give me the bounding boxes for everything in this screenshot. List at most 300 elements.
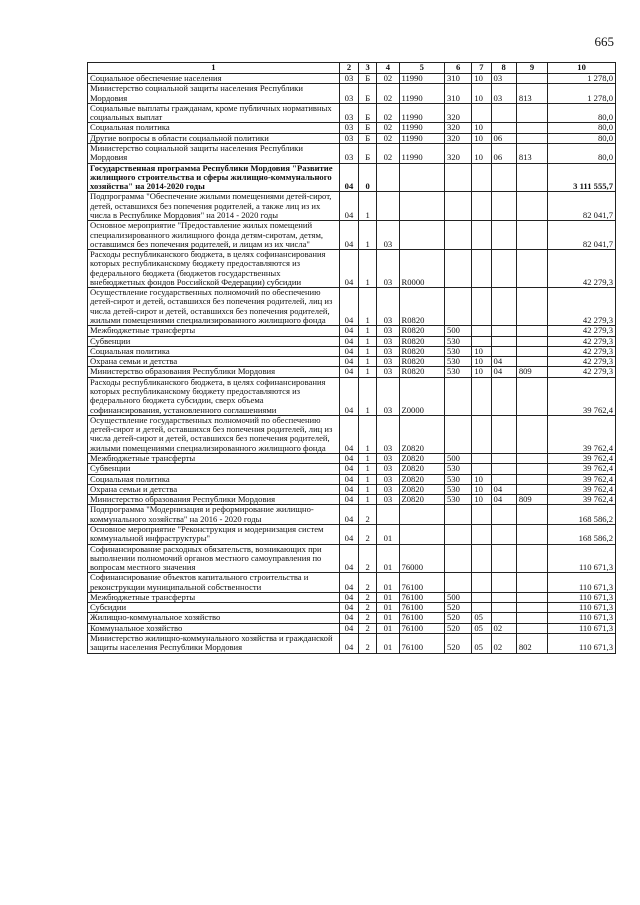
amount: 42 279,3 <box>548 346 616 356</box>
code-program: 03 <box>339 123 358 133</box>
code-direction: R0820 <box>399 336 445 346</box>
table-row <box>88 336 616 346</box>
amount: 110 671,3 <box>548 544 616 573</box>
row-name: Расходы республиканского бюджета, в целях софинансирования которых республиканскому бюджету предоставляются из федерального бюджета субсидии, сверх объема софинансирования, установленного соглашениями <box>88 377 340 415</box>
code-direction: 76100 <box>399 573 445 593</box>
code-ministry <box>516 163 547 192</box>
table-row <box>88 464 616 474</box>
row-name: Осуществление государственных полномочий по обеспечению детей-сирот и детей, оставшихся без попечения родителей, лиц из числа детей-сирот и детей, оставшихся без попечения родителей, жилыми помещениями специализированного жилищного фонда <box>88 288 340 326</box>
code-measure: 01 <box>377 603 399 613</box>
code-subprogram: 1 <box>359 367 377 377</box>
code-direction: Z0820 <box>399 495 445 505</box>
code-section <box>472 163 491 192</box>
code-expense-type <box>445 250 472 288</box>
code-measure: 03 <box>377 453 399 463</box>
code-direction: 76100 <box>399 592 445 602</box>
code-expense-type <box>445 415 472 453</box>
code-subprogram: 1 <box>359 192 377 221</box>
code-subsection <box>491 288 516 326</box>
code-expense-type <box>445 377 472 415</box>
code-subsection: 04 <box>491 367 516 377</box>
code-ministry <box>516 524 547 544</box>
code-expense-type <box>445 573 472 593</box>
code-measure: 01 <box>377 592 399 602</box>
row-name: Социальное обеспечение населения <box>88 74 340 84</box>
code-subprogram: Б <box>359 143 377 163</box>
code-program: 04 <box>339 326 358 336</box>
code-expense-type: 520 <box>445 623 472 633</box>
code-direction: 76100 <box>399 623 445 633</box>
code-section: 05 <box>472 613 491 623</box>
code-subsection <box>491 464 516 474</box>
code-direction: 11990 <box>399 123 445 133</box>
code-subprogram: 1 <box>359 495 377 505</box>
code-subsection <box>491 573 516 593</box>
code-subsection <box>491 474 516 484</box>
code-ministry <box>516 74 547 84</box>
code-subprogram: 1 <box>359 250 377 288</box>
table-row <box>88 544 616 573</box>
column-header-5: 5 <box>399 63 445 74</box>
code-subsection <box>491 613 516 623</box>
row-name: Министерство социальной защиты населения Республики Мордовия <box>88 143 340 163</box>
code-measure: 03 <box>377 288 399 326</box>
code-subprogram: 1 <box>359 453 377 463</box>
code-subprogram: 0 <box>359 163 377 192</box>
code-ministry <box>516 250 547 288</box>
code-subprogram: 2 <box>359 544 377 573</box>
code-section <box>472 288 491 326</box>
code-direction <box>399 163 445 192</box>
code-section <box>472 103 491 123</box>
code-ministry <box>516 415 547 453</box>
code-expense-type: 500 <box>445 326 472 336</box>
row-name: Расходы республиканского бюджета, в целях софинансирования которых республиканскому бюджету предоставляются из федерального бюджета (бюджетов государственных внебюджетных фондов Российской Федерации) субсидии <box>88 250 340 288</box>
code-direction: 11990 <box>399 84 445 104</box>
code-program: 04 <box>339 474 358 484</box>
code-direction: 76100 <box>399 634 445 654</box>
code-direction: 11990 <box>399 133 445 143</box>
code-direction: 11990 <box>399 143 445 163</box>
code-direction <box>399 505 445 525</box>
code-section <box>472 250 491 288</box>
code-ministry <box>516 288 547 326</box>
code-section: 10 <box>472 346 491 356</box>
column-header-2: 2 <box>339 63 358 74</box>
column-header-8: 8 <box>491 63 516 74</box>
code-section: 10 <box>472 133 491 143</box>
code-direction <box>399 524 445 544</box>
code-expense-type: 530 <box>445 474 472 484</box>
code-expense-type: 520 <box>445 603 472 613</box>
code-subprogram: Б <box>359 133 377 143</box>
code-ministry <box>516 464 547 474</box>
code-subprogram: 1 <box>359 484 377 494</box>
code-subprogram: 2 <box>359 573 377 593</box>
code-expense-type: 530 <box>445 495 472 505</box>
row-name: Социальная политика <box>88 346 340 356</box>
code-program: 04 <box>339 495 358 505</box>
code-subsection <box>491 326 516 336</box>
code-program: 04 <box>339 592 358 602</box>
code-measure: 03 <box>377 474 399 484</box>
row-name: Софинансирование расходных обязательств, возникающих при выполнении полномочий органов местного самоуправления по вопросам местного значения <box>88 544 340 573</box>
code-section: 10 <box>472 143 491 163</box>
code-measure: 03 <box>377 464 399 474</box>
table-row <box>88 415 616 453</box>
code-subsection <box>491 163 516 192</box>
row-name: Коммунальное хозяйство <box>88 623 340 633</box>
row-name: Софинансирование объектов капитального строительства и реконструкции муниципальной собственности <box>88 573 340 593</box>
code-section <box>472 573 491 593</box>
code-ministry <box>516 133 547 143</box>
code-measure: 01 <box>377 544 399 573</box>
amount: 110 671,3 <box>548 573 616 593</box>
table-row <box>88 474 616 484</box>
row-name: Осуществление государственных полномочий по обеспечению детей-сирот и детей, оставшихся без попечения родителей, лиц из числа детей-сирот и детей, оставшихся без попечения родителей, жилыми помещениями специализированного жилищного фонда <box>88 415 340 453</box>
row-name: Социальные выплаты гражданам, кроме публичных нормативных социальных выплат <box>88 103 340 123</box>
code-subprogram: 1 <box>359 346 377 356</box>
amount: 80,0 <box>548 133 616 143</box>
table-row <box>88 357 616 367</box>
code-ministry <box>516 221 547 250</box>
code-expense-type <box>445 288 472 326</box>
code-subsection: 04 <box>491 357 516 367</box>
code-measure: 03 <box>377 484 399 494</box>
code-direction: 76000 <box>399 544 445 573</box>
code-section <box>472 336 491 346</box>
code-subsection: 02 <box>491 634 516 654</box>
row-name: Министерство социальной защиты населения Республики Мордовия <box>88 84 340 104</box>
code-subprogram: 2 <box>359 613 377 623</box>
code-subsection <box>491 524 516 544</box>
code-ministry <box>516 613 547 623</box>
table-row <box>88 288 616 326</box>
amount: 168 586,2 <box>548 524 616 544</box>
code-subsection <box>491 544 516 573</box>
code-subprogram: 2 <box>359 623 377 633</box>
code-subsection <box>491 336 516 346</box>
code-section <box>472 603 491 613</box>
code-expense-type: 530 <box>445 484 472 494</box>
code-direction: Z0820 <box>399 484 445 494</box>
code-subprogram: 2 <box>359 634 377 654</box>
code-program: 03 <box>339 84 358 104</box>
code-section <box>472 505 491 525</box>
code-subsection <box>491 592 516 602</box>
code-ministry <box>516 573 547 593</box>
code-measure: 03 <box>377 415 399 453</box>
amount: 110 671,3 <box>548 603 616 613</box>
code-ministry <box>516 103 547 123</box>
code-measure: 01 <box>377 634 399 654</box>
code-program: 04 <box>339 613 358 623</box>
code-program: 04 <box>339 377 358 415</box>
table-header <box>88 63 616 74</box>
code-expense-type <box>445 544 472 573</box>
code-subsection: 04 <box>491 495 516 505</box>
code-subprogram: Б <box>359 74 377 84</box>
code-program: 03 <box>339 103 358 123</box>
code-measure: 03 <box>377 346 399 356</box>
code-subprogram: 1 <box>359 336 377 346</box>
code-subprogram: 2 <box>359 603 377 613</box>
budget-table <box>87 62 616 654</box>
code-measure: 01 <box>377 524 399 544</box>
code-measure: 02 <box>377 133 399 143</box>
code-section <box>472 377 491 415</box>
table-row <box>88 192 616 221</box>
code-section <box>472 192 491 221</box>
code-subsection <box>491 103 516 123</box>
code-measure <box>377 192 399 221</box>
code-subsection: 03 <box>491 84 516 104</box>
code-subsection <box>491 453 516 463</box>
code-section: 05 <box>472 623 491 633</box>
table-row <box>88 103 616 123</box>
table-row <box>88 133 616 143</box>
code-program: 04 <box>339 603 358 613</box>
code-direction <box>399 192 445 221</box>
code-section <box>472 326 491 336</box>
code-ministry <box>516 336 547 346</box>
row-name: Охрана семьи и детства <box>88 484 340 494</box>
row-name: Субсидии <box>88 603 340 613</box>
code-direction <box>399 221 445 250</box>
code-expense-type <box>445 505 472 525</box>
code-subsection <box>491 250 516 288</box>
code-measure: 02 <box>377 103 399 123</box>
code-expense-type <box>445 163 472 192</box>
code-ministry <box>516 592 547 602</box>
code-ministry <box>516 453 547 463</box>
code-subprogram: 1 <box>359 464 377 474</box>
code-measure: 03 <box>377 367 399 377</box>
amount: 42 279,3 <box>548 367 616 377</box>
code-program: 04 <box>339 453 358 463</box>
code-subsection <box>491 192 516 221</box>
code-expense-type: 530 <box>445 357 472 367</box>
code-section: 10 <box>472 495 491 505</box>
code-measure: 03 <box>377 357 399 367</box>
code-section: 10 <box>472 357 491 367</box>
code-measure <box>377 505 399 525</box>
code-subprogram: 1 <box>359 288 377 326</box>
amount: 39 762,4 <box>548 415 616 453</box>
table-row <box>88 163 616 192</box>
code-section: 10 <box>472 74 491 84</box>
code-ministry: 809 <box>516 495 547 505</box>
code-section: 10 <box>472 474 491 484</box>
code-program: 04 <box>339 524 358 544</box>
amount: 39 762,4 <box>548 474 616 484</box>
code-expense-type: 310 <box>445 74 472 84</box>
code-program: 04 <box>339 346 358 356</box>
code-subprogram: 1 <box>359 474 377 484</box>
column-header-7: 7 <box>472 63 491 74</box>
code-subsection <box>491 603 516 613</box>
amount: 39 762,4 <box>548 453 616 463</box>
row-name: Подпрограмма "Обеспечение жилыми помещениями детей-сирот, детей, оставшихся без попечения родителей, а также лиц из их числа в Республике Мордовия" на 2014 - 2020 годы <box>88 192 340 221</box>
code-ministry <box>516 346 547 356</box>
column-header-1: 1 <box>88 63 340 74</box>
code-program: 04 <box>339 221 358 250</box>
code-section <box>472 544 491 573</box>
code-ministry <box>516 505 547 525</box>
code-measure <box>377 163 399 192</box>
code-direction: 76100 <box>399 603 445 613</box>
code-section <box>472 524 491 544</box>
row-name: Основное мероприятие "Реконструкция и модернизация систем коммунальной инфраструктуры" <box>88 524 340 544</box>
table-row <box>88 326 616 336</box>
code-measure: 02 <box>377 123 399 133</box>
code-measure: 02 <box>377 84 399 104</box>
code-subprogram: 2 <box>359 505 377 525</box>
code-subsection <box>491 505 516 525</box>
amount: 42 279,3 <box>548 326 616 336</box>
code-subprogram: 1 <box>359 377 377 415</box>
code-subsection <box>491 123 516 133</box>
code-ministry <box>516 474 547 484</box>
amount: 110 671,3 <box>548 634 616 654</box>
amount: 80,0 <box>548 143 616 163</box>
code-expense-type: 500 <box>445 592 472 602</box>
column-header-10: 10 <box>548 63 616 74</box>
row-name: Социальная политика <box>88 474 340 484</box>
amount: 110 671,3 <box>548 623 616 633</box>
amount: 39 762,4 <box>548 464 616 474</box>
code-ministry: 809 <box>516 367 547 377</box>
code-measure: 01 <box>377 613 399 623</box>
amount: 39 762,4 <box>548 495 616 505</box>
table-row <box>88 484 616 494</box>
table-row <box>88 603 616 613</box>
code-expense-type <box>445 221 472 250</box>
amount: 42 279,3 <box>548 336 616 346</box>
code-expense-type: 500 <box>445 453 472 463</box>
row-name: Межбюджетные трансферты <box>88 592 340 602</box>
code-program: 04 <box>339 464 358 474</box>
code-measure: 03 <box>377 250 399 288</box>
amount: 80,0 <box>548 103 616 123</box>
row-name: Министерство образования Республики Мордовия <box>88 495 340 505</box>
code-subprogram: Б <box>359 84 377 104</box>
code-expense-type: 530 <box>445 336 472 346</box>
code-subsection: 06 <box>491 133 516 143</box>
code-ministry: 802 <box>516 634 547 654</box>
code-program: 04 <box>339 357 358 367</box>
code-ministry <box>516 484 547 494</box>
table-row <box>88 613 616 623</box>
table-row <box>88 123 616 133</box>
header-row <box>88 63 616 74</box>
code-program: 04 <box>339 250 358 288</box>
row-name: Подпрограмма "Модернизация и реформирование жилищно-коммунального хозяйства" на 2016 - 2020 годы <box>88 505 340 525</box>
code-program: 03 <box>339 133 358 143</box>
row-name: Государственная программа Республики Мордовия "Развитие жилищного строительства и сферы жилищно-коммунального хозяйства" на 2014-2020 годы <box>88 163 340 192</box>
code-expense-type: 530 <box>445 346 472 356</box>
code-expense-type: 530 <box>445 464 472 474</box>
code-measure: 03 <box>377 221 399 250</box>
code-program: 04 <box>339 367 358 377</box>
code-direction: R0000 <box>399 250 445 288</box>
code-section: 10 <box>472 123 491 133</box>
code-direction: Z0820 <box>399 415 445 453</box>
code-expense-type: 530 <box>445 367 472 377</box>
code-direction: 11990 <box>399 74 445 84</box>
row-name: Межбюджетные трансферты <box>88 453 340 463</box>
code-program: 04 <box>339 634 358 654</box>
code-program: 03 <box>339 74 358 84</box>
amount: 168 586,2 <box>548 505 616 525</box>
code-subsection <box>491 346 516 356</box>
code-subsection <box>491 415 516 453</box>
code-subprogram: 1 <box>359 221 377 250</box>
code-expense-type: 320 <box>445 133 472 143</box>
code-measure: 02 <box>377 74 399 84</box>
code-direction: Z0820 <box>399 453 445 463</box>
code-section <box>472 221 491 250</box>
code-measure: 03 <box>377 326 399 336</box>
code-ministry: 813 <box>516 143 547 163</box>
column-header-9: 9 <box>516 63 547 74</box>
table-row <box>88 367 616 377</box>
table-row <box>88 84 616 104</box>
table-row <box>88 377 616 415</box>
page-number: 665 <box>594 34 614 49</box>
table-row <box>88 453 616 463</box>
code-measure: 01 <box>377 573 399 593</box>
table-row <box>88 623 616 633</box>
code-subsection <box>491 221 516 250</box>
code-subsection: 02 <box>491 623 516 633</box>
code-ministry <box>516 192 547 221</box>
code-subsection: 03 <box>491 74 516 84</box>
code-direction: 76100 <box>399 613 445 623</box>
code-ministry <box>516 544 547 573</box>
code-section <box>472 592 491 602</box>
amount: 39 762,4 <box>548 484 616 494</box>
code-measure: 03 <box>377 336 399 346</box>
code-program: 03 <box>339 143 358 163</box>
code-program: 04 <box>339 544 358 573</box>
code-program: 04 <box>339 623 358 633</box>
row-name: Субвенции <box>88 464 340 474</box>
code-program: 04 <box>339 573 358 593</box>
row-name: Межбюджетные трансферты <box>88 326 340 336</box>
code-program: 04 <box>339 415 358 453</box>
code-measure: 02 <box>377 143 399 163</box>
amount: 80,0 <box>548 123 616 133</box>
amount: 42 279,3 <box>548 250 616 288</box>
row-name: Субвенции <box>88 336 340 346</box>
column-header-6: 6 <box>445 63 472 74</box>
code-direction: R0820 <box>399 346 445 356</box>
amount: 1 278,0 <box>548 84 616 104</box>
table-row <box>88 634 616 654</box>
code-program: 04 <box>339 192 358 221</box>
code-section: 10 <box>472 367 491 377</box>
code-ministry: 813 <box>516 84 547 104</box>
table-row <box>88 250 616 288</box>
amount: 3 111 555,7 <box>548 163 616 192</box>
code-direction: R0820 <box>399 326 445 336</box>
code-program: 04 <box>339 288 358 326</box>
code-expense-type <box>445 192 472 221</box>
code-program: 04 <box>339 484 358 494</box>
code-direction: R0820 <box>399 288 445 326</box>
code-section: 10 <box>472 484 491 494</box>
